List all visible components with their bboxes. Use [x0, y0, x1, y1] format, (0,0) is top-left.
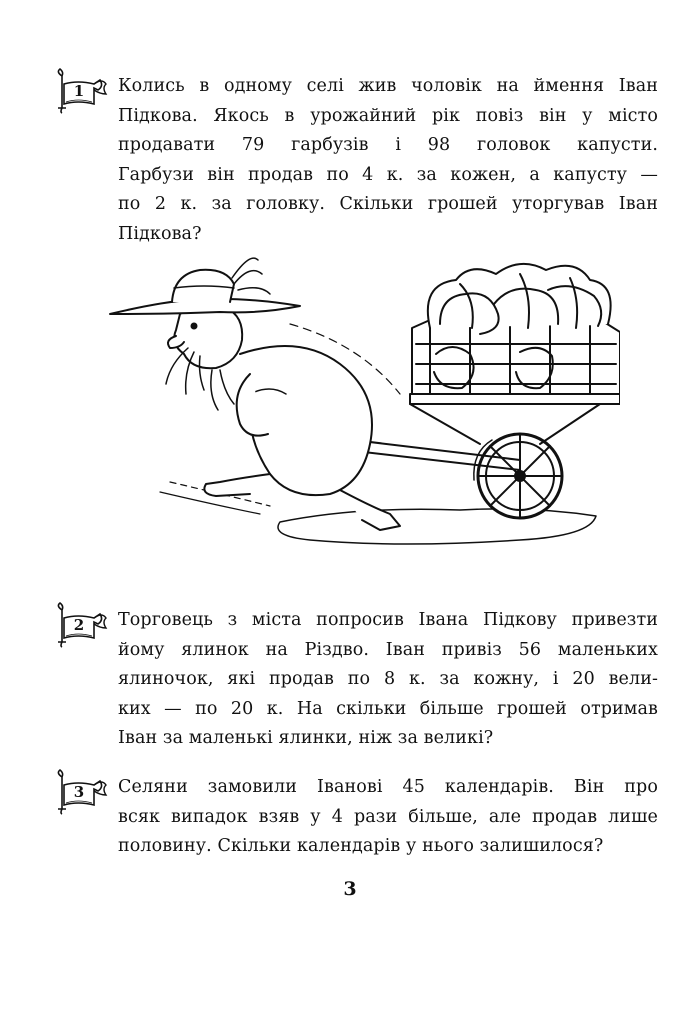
problem-number-banner-icon	[48, 769, 110, 815]
text-line: половину. Скільки календарів у нього залишилося?	[118, 836, 604, 856]
problem-3	[48, 773, 658, 862]
text-line: ких — по 20 к. На скільки більше грошей отримав	[118, 698, 658, 719]
text-line: ялиночок, які продав по 8 к. за кожну, і 20 вели-	[118, 669, 658, 689]
problem-2	[48, 606, 658, 754]
problem-number: 3	[73, 783, 85, 801]
problem-1	[48, 72, 658, 249]
text-line: Підкова. Якось в урожайний рік повіз він у місто	[118, 105, 658, 126]
problem-number: 2	[73, 616, 85, 634]
page-number: 3	[343, 878, 357, 900]
text-line: продавати 79 гарбузів і 98 головок капусти.	[118, 135, 658, 155]
problem-number-banner-icon	[48, 602, 110, 648]
problem-text	[118, 773, 658, 862]
text-line: Іван за маленькі ялинки, ніж за великі?	[118, 728, 494, 748]
text-line: йому ялинок на Різдво. Іван привіз 56 маленьких	[118, 639, 658, 660]
text-line: Підкова?	[118, 223, 202, 244]
text-line: Колись в одному селі жив чоловік на ймення Іван	[118, 76, 658, 96]
text-line: по 2 к. за головку. Скільки грошей уторгував Іван	[118, 194, 658, 214]
problem-text	[118, 606, 658, 754]
text-line: Торговець з міста попросив Івана Підкову привезти	[118, 610, 658, 630]
problem-number-banner-icon	[48, 68, 110, 114]
man-pulling-cart-illustration	[100, 244, 620, 556]
text-line: Гарбузи він продав по 4 к. за кожен, а капусту —	[118, 164, 658, 185]
problem-text	[118, 72, 658, 249]
text-line: Селяни замовили Іванові 45 календарів. Він про	[118, 777, 658, 797]
text-line: всяк випадок взяв у 4 рази більше, але продав лише	[118, 806, 658, 827]
problem-number: 1	[73, 82, 85, 100]
